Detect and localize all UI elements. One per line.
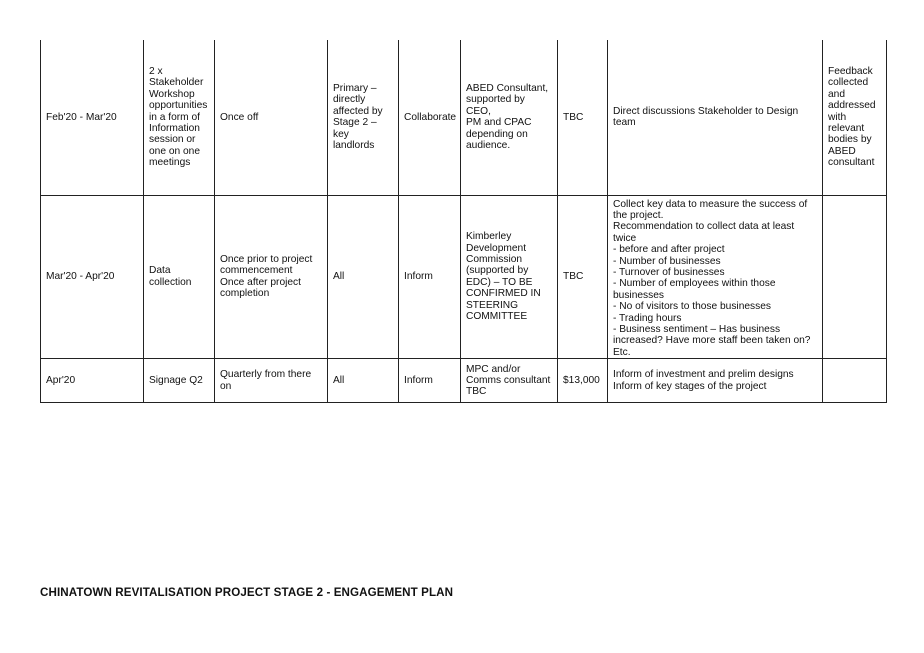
timing-cell: Feb'20 - Mar'20 [41, 40, 144, 195]
engagement-plan-table [40, 40, 887, 403]
evaluation-cell [823, 359, 887, 403]
table-row [41, 40, 887, 195]
cost-cell: TBC [558, 195, 608, 359]
stakeholders-cell: All [328, 195, 399, 359]
responsibility-cell: ABED Consultant, supported by CEO, PM and CPAC depending on audience. [461, 40, 558, 195]
activity-cell: Signage Q2 [144, 359, 215, 403]
frequency-cell: Once prior to project commencement Once after project completion [215, 195, 328, 359]
engagement-level-cell: Inform [399, 195, 461, 359]
description-cell: Direct discussions Stakeholder to Design team [608, 40, 823, 195]
evaluation-cell [823, 195, 887, 359]
stakeholders-cell: All [328, 359, 399, 403]
table-row [41, 195, 887, 359]
cost-cell: TBC [558, 40, 608, 195]
engagement-level-cell: Collaborate [399, 40, 461, 195]
table-row [41, 359, 887, 403]
description-cell: Inform of investment and prelim designs Inform of key stages of the project [608, 359, 823, 403]
responsibility-cell: MPC and/or Comms consultant TBC [461, 359, 558, 403]
stakeholders-cell: Primary – directly affected by Stage 2 – key landlords [328, 40, 399, 195]
cost-cell: $13,000 [558, 359, 608, 403]
frequency-cell: Quarterly from there on [215, 359, 328, 403]
engagement-level-cell: Inform [399, 359, 461, 403]
responsibility-cell: Kimberley Development Commission (supported by EDC) – TO BE CONFIRMED IN STEERING COMMITTEE [461, 195, 558, 359]
timing-cell: Apr'20 [41, 359, 144, 403]
activity-cell: 2 x Stakeholder Workshop opportunities in a form of Information session or one on one meetings [144, 40, 215, 195]
timing-cell: Mar'20 - Apr'20 [41, 195, 144, 359]
description-cell: Collect key data to measure the success of the project. Recommendation to collect data at least twice - before and after project - Number of businesses - Turnover of businesses - Number of employees within those businesses - No of visitors to those businesses - Trading hours - Business sentiment – Has business increased? Have more staff been taken on? Etc. [608, 195, 823, 359]
activity-cell: Data collection [144, 195, 215, 359]
frequency-cell: Once off [215, 40, 328, 195]
document-footer-title: CHINATOWN REVITALISATION PROJECT STAGE 2 - ENGAGEMENT PLAN [40, 586, 454, 599]
evaluation-cell: Feedback collected and addressed with relevant bodies by ABED consultant [823, 40, 887, 195]
